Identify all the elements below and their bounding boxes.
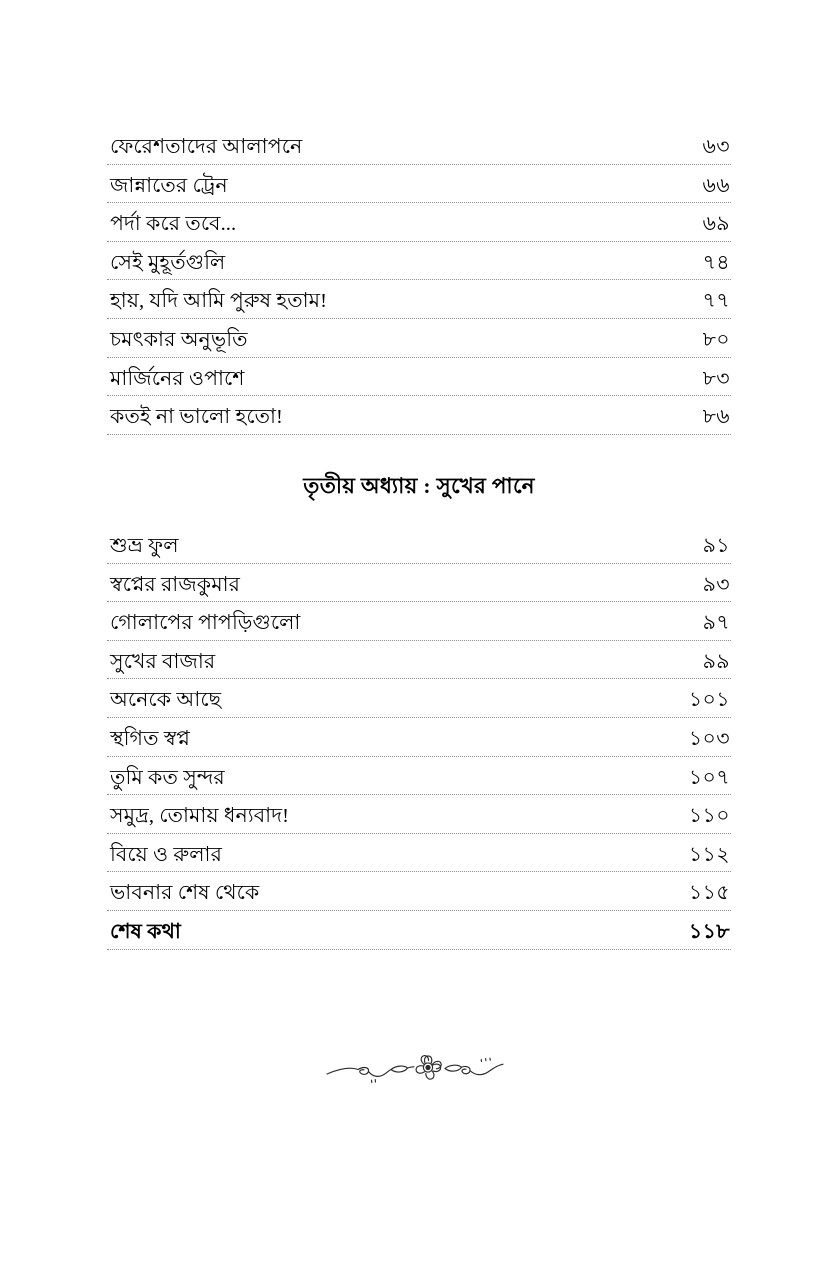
chapter-heading: তৃতীয় অধ্যায় : সুখের পানে [303,474,535,498]
toc-row[interactable] [107,203,731,242]
toc-entry-page-number: ৬৯ [702,213,730,236]
toc-entry-page-number: ৮০ [702,329,730,352]
toc-entry-page-number: ১০১ [688,689,730,712]
toc-entry-page-number: ৮৬ [702,406,730,429]
toc-row[interactable] [107,319,731,358]
toc-row[interactable] [107,718,731,757]
toc-entry-title: অনেকে আছে [110,689,222,712]
toc-section-one [107,126,731,435]
toc-row[interactable] [107,165,731,204]
toc-entry-page-number: ৬৬ [702,174,730,197]
toc-entry-page-number: ১১০ [688,805,730,828]
toc-row[interactable] [107,795,731,834]
toc-entry-page-number: ৯৩ [702,573,730,596]
toc-row[interactable] [107,602,731,641]
toc-entry-page-number: ৭৪ [702,251,730,274]
toc-row[interactable] [107,679,731,718]
toc-row[interactable] [107,280,731,319]
toc-entry-page-number: ৬৩ [702,136,730,159]
toc-entry-title: মার্জিনের ওপাশে [110,367,245,390]
toc-entry-title: স্বপ্নের রাজকুমার [110,573,241,596]
toc-entry-title: স্থগিত স্বপ্ন [110,728,190,751]
toc-row[interactable] [107,757,731,796]
toc-entry-page-number: ১১২ [688,843,730,866]
toc-row[interactable] [107,242,731,281]
toc-entry-page-number: ৯৭ [702,612,730,635]
toc-entry-title: সুখের বাজার [110,650,216,673]
toc-entry-title: ফেরেশতাদের আলাপনে [110,136,303,159]
toc-entry-title: পর্দা করে তবে... [110,213,237,236]
toc-entry-title: কতই না ভালো হতো! [110,406,283,429]
toc-section-two [107,525,731,950]
toc-entry-title: শুভ্র ফুল [110,535,179,558]
toc-entry-title: শেষ কথা [110,920,181,943]
toc-row[interactable] [107,525,731,564]
toc-entry-title: সমুদ্র, তোমায় ধন্যবাদ! [110,805,289,828]
toc-entry-page-number: ১০৩ [688,728,730,751]
toc-entry-page-number: ১০৭ [688,766,730,789]
toc-row[interactable] [107,358,731,397]
toc-entry-page-number: ৮৩ [702,367,730,390]
toc-row[interactable] [107,641,731,680]
toc-entry-page-number: ১১৮ [688,920,730,943]
toc-entry-page-number: ৯৯ [702,650,730,673]
toc-row[interactable] [107,126,731,165]
toc-entry-title: তুমি কত সুন্দর [110,766,225,789]
toc-row[interactable] [107,396,731,435]
toc-entry-title: হায়, যদি আমি পুরুষ হতাম! [110,290,328,313]
toc-entry-title: চমৎকার অনুভূতি [110,329,248,352]
toc-entry-title: ভাবনার শেষ থেকে [110,882,260,905]
toc-entry-page-number: ৯১ [702,535,730,558]
toc-entry-title: সেই মুহূর্তগুলি [110,251,226,274]
toc-row[interactable] [107,564,731,603]
toc-entry-title: জান্নাতের ট্রেন [110,174,228,197]
toc-entry-page-number: ৭৭ [702,290,730,313]
toc-entry-title: বিয়ে ও রুলার [110,843,222,866]
toc-row[interactable] [107,872,731,911]
toc-row[interactable] [107,834,731,873]
floral-flourish-divider-icon [311,1042,511,1100]
toc-entry-page-number: ১১৫ [688,882,730,905]
toc-entry-title: গোলাপের পাপড়িগুলো [110,612,301,635]
toc-row[interactable] [107,911,731,950]
